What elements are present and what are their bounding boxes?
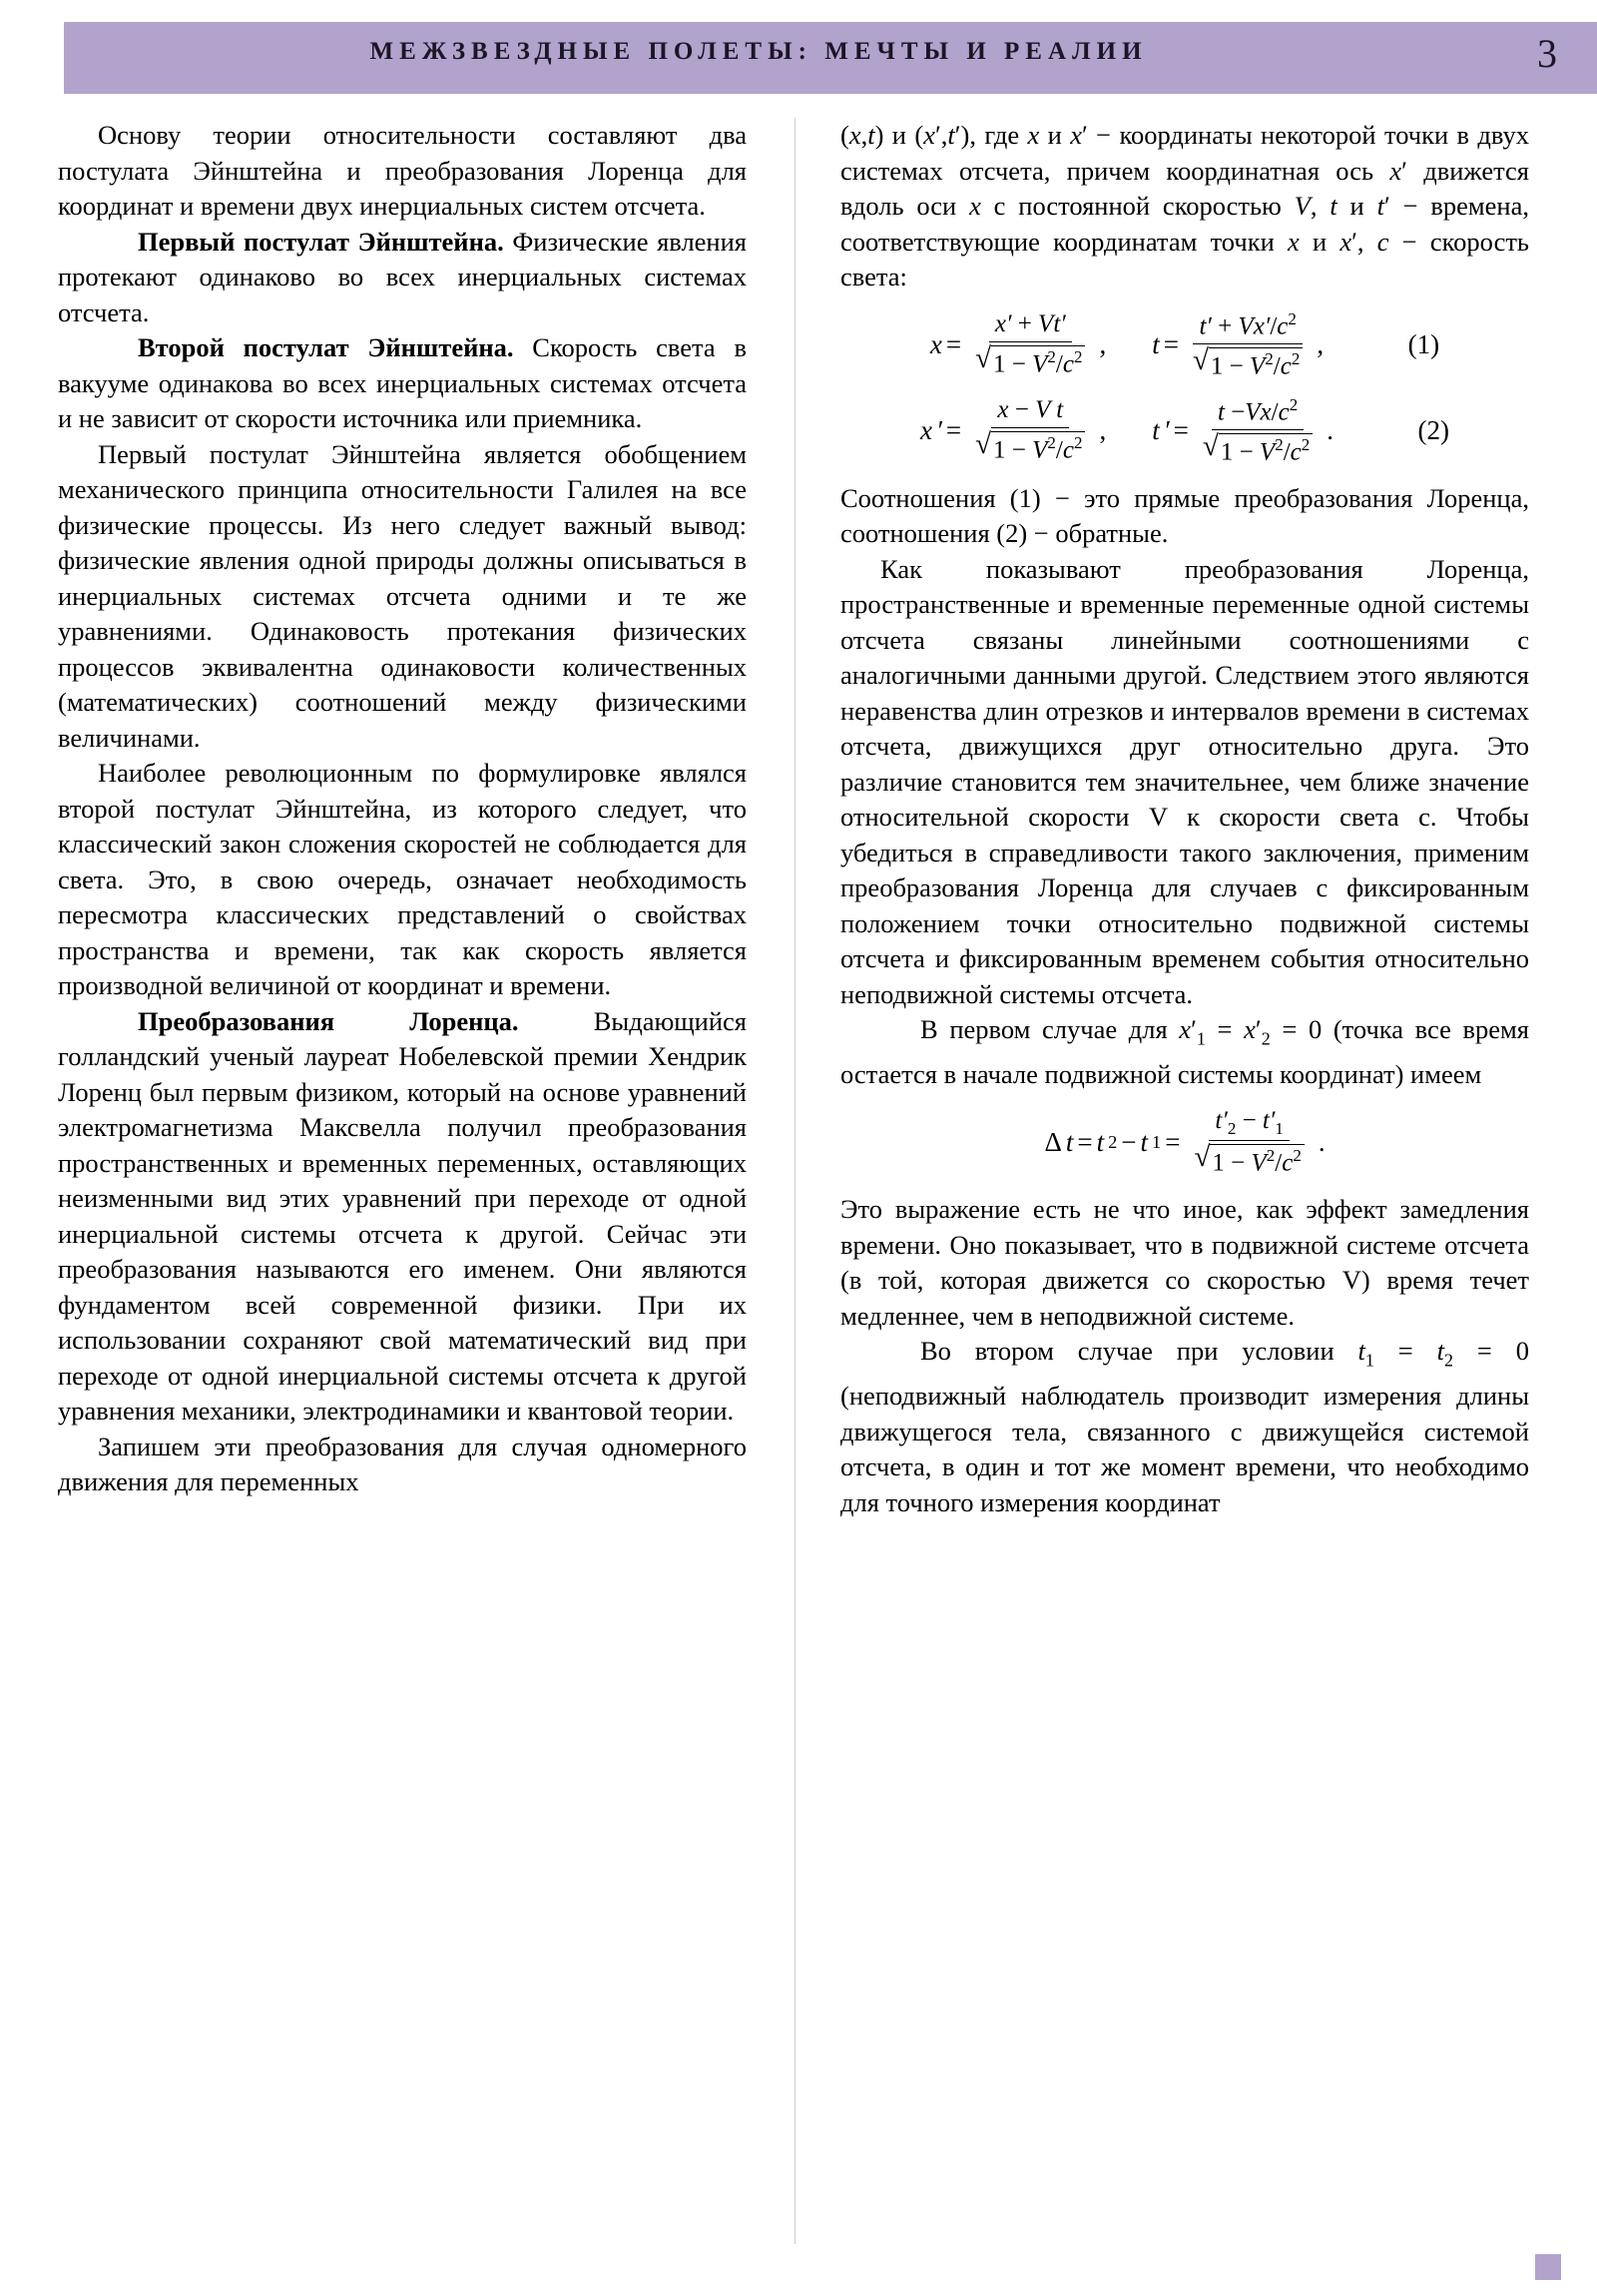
equation-1-x: x = x′ + Vt′ √ $1 - V^2/c^2$ , [929, 310, 1107, 378]
left-column [58, 118, 747, 1500]
intro-part: и [883, 120, 915, 150]
intro-part: , где [969, 120, 1028, 150]
paragraph: Наиболее революционным по формулировке являлся второй постулат Эйнштейна, из которого следует, что классический закон сложения скоростей не соблюдается для света. Это, в свою очередь, означает необходимость пересмотра классических представлений о свойствах пространства и времени, так как скорость является производной величиной от координат и времени. [58, 758, 747, 1000]
bold-lead-postulate-2: Второй постулат Эйнштейна. [138, 332, 514, 362]
paragraph: Основу теории относительности составляют два постулата Эйнштейна и преобразования Лоренца для координат и времени двух инерциальных систем отсчета. [58, 120, 747, 221]
paragraph: Как показывают преобразования Лоренца, пространственные и временные переменные одной системы отсчета связаны линейными соотношениями с аналогичными данными другой. Следствием этого являются неравенства длин отрезков и интервалов времени в системах отсчета, движущихся друг относительно друга. Это различие становится тем значительнее, чем ближе значение относительной скорости V к скорости света c. Чтобы убедиться в справедливости такого заключения, применим преобразования Лоренца для случаев с фиксированным положением точки относительно подвижной системы отсчета и фиксированным временем события относительно неподвижной системы отсчета. [840, 553, 1529, 1009]
paragraph-text: Скорость света в вакууме одинакова во всех инерциальных системах отсчета и не зависит от скорости источника или приемника. [58, 332, 747, 433]
intro-part: − скорость света: [840, 226, 1530, 291]
intro-part: − времена, соответствующие координатам точки [840, 191, 1529, 257]
bold-lead-postulate-1: Первый постулат Эйнштейна. [138, 226, 504, 257]
equation-2-tag: (2) [1417, 414, 1450, 445]
paragraph-text: Физические явления протекают одинаково во всех инерциальных системах отсчета. [58, 226, 747, 327]
paragraph: Это выражение есть не что иное, как эффект замедления времени. Оно показывает, что в подвижной системе отсчета (в той, которая движется со скоростью V) время течет медленнее, чем в неподвижной системе. [840, 1194, 1529, 1331]
intro-part: движется вдоль оси [840, 155, 1529, 221]
paragraph-postulate-1 [58, 225, 747, 331]
intro-part: и [1336, 191, 1377, 221]
intro-part: и [1039, 120, 1071, 150]
intro-part: − координаты некоторой точки в двух системах отсчета, причем координатная ось [840, 120, 1529, 186]
bold-lead-lorentz: Преобразования Лоренца. [138, 1005, 519, 1036]
right-column [840, 118, 1529, 1520]
equation-2-t: t ′ = $t -Vx/c^2$ √ $1 - V^2/c^2$ . [1152, 394, 1334, 466]
intro-part: , [1356, 226, 1377, 257]
equation-1 [840, 309, 1529, 381]
intro-part: и [1299, 226, 1340, 257]
column-divider [795, 118, 796, 2244]
paragraph-case-1: В первом случае для $x'_1 = x'_2 = 0$ (точка все время остается в начале подвижной системы координат) имеем [840, 1014, 1530, 1090]
intro-part: , [1310, 191, 1331, 221]
paragraph-intro: (x,t) и (x′,t′), где x и x′ − координаты некоторой точки в двух системах отсчета, причем координатная ось x′ движется вдоль оси x с постоянной скоростью V, t и t′ − времена, соответствующие координатам точки x и x′, c − скорость света: [840, 120, 1530, 291]
paragraph: Соотношения (1) − это прямые преобразования Лоренца, соотношения (2) − обратные. [840, 482, 1529, 549]
equation-2-x: x ′ = x − V t √ $1 - V^2/c^2$ , [919, 396, 1107, 464]
equation-1-tag: (1) [1407, 328, 1440, 359]
equation-3: Δ t = t 2 − t 1 = $t'_2 - t'_1$ √ $1 - V^2/c^2$ . [1044, 1106, 1326, 1177]
paragraph: Запишем эти преобразования для случая одномерного движения для переменных [58, 1431, 747, 1496]
paragraph-postulate-2 [58, 330, 747, 437]
equation-2 [840, 395, 1529, 467]
paragraph: Первый постулат Эйнштейна является обобщением механического принципа относительности Галилея на все физические процессы. Из него следует важный вывод: физические явления одной природы должны описываться в инерциальных системах отсчета одними и те же уравнениями. Одинаковость протекания физических процессов эквивалентна одинаковости количественных (математических) соотношений между физическими величинами. [58, 438, 747, 753]
equation-1-t: t = $t' + Vx'/c^2$ √ $1 - V^2/c^2$ , [1152, 308, 1325, 379]
paragraph-case-2: Во втором случае при условии $t_1 = t_2 = 0$ (неподвижный наблюдатель производит измерения длины движущегося тела, связанного с движущейся системой отсчета, в один и тот же момент времени, что необходимо для точного измерения координат [840, 1336, 1529, 1517]
page-number: 3 [1537, 31, 1557, 76]
bottom-corner-mark [1535, 2254, 1561, 2280]
paragraph-text: Выдающийся голландский ученый лауреат Нобелевской премии Хендрик Лоренц был первым физиком, который на основе уравнений электромагнетизма Максвелла получил преобразования пространственных и временных переменных, оставляющих неизменными вид этих уравнений при переходе от одной инерциальной системы отсчета к другой. Сейчас эти преобразования называются его именем. Они являются фундаментом всей современной физики. При их использовании сохраняют свой математический вид при переходе от одной инерциальной системы отсчета к другой уравнения механики, электродинамики и квантовой теории. [58, 1005, 747, 1426]
intro-part: с постоянной скоростью [980, 191, 1295, 221]
paragraph-lorentz [58, 1004, 747, 1430]
running-head-title: МЕЖЗВЕЗДНЫЕ ПОЛЕТЫ: МЕЧТЫ И РЕАЛИИ [369, 38, 1148, 65]
